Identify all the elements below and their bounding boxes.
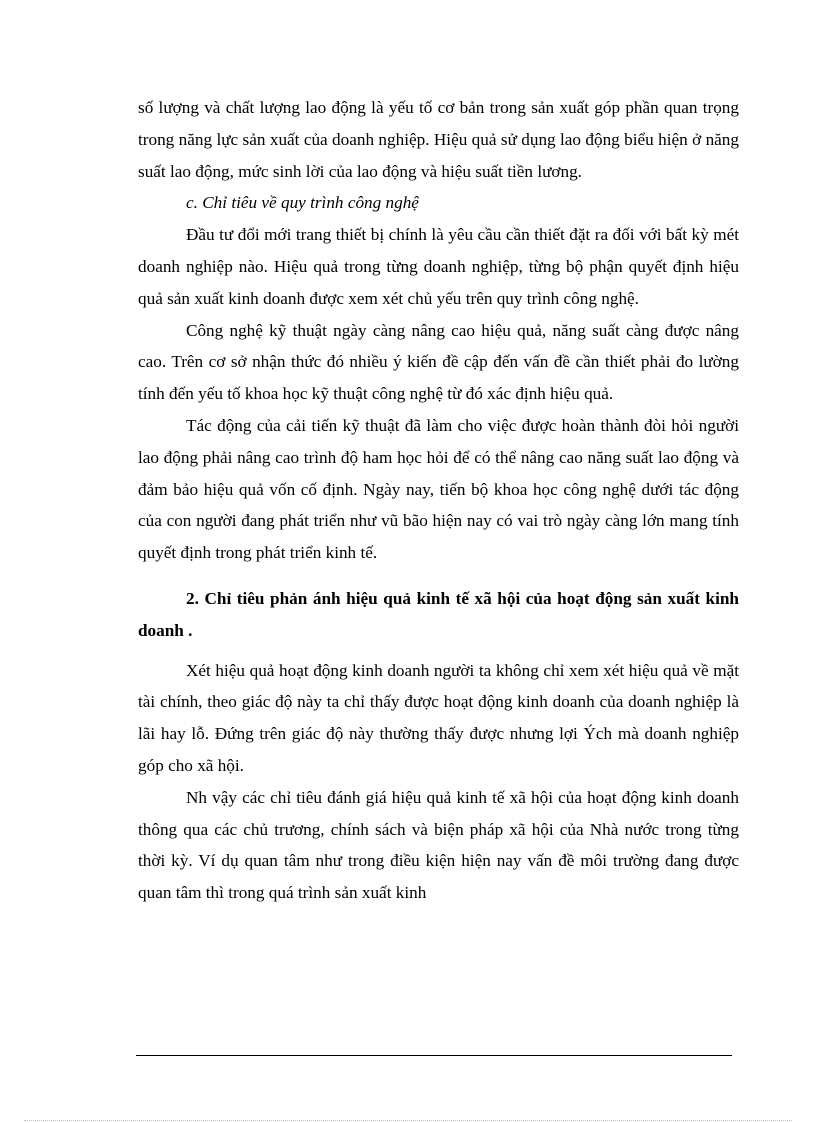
paragraph-business-efficiency: Xét hiệu quả hoạt động kinh doanh người ta không chỉ xem xét hiệu quả về mặt tài chính, theo giác độ này ta chỉ thấy được hoạt động kinh doanh của doanh nghiệp là lãi hay lỗ. Đứng trên giác độ này thường thấy được nhưng lợi Ých mà doanh nghiệp góp cho xã hội.: [138, 660, 739, 775]
page-content: [138, 92, 739, 909]
paragraph-socioeconomic-indicators: Nh vậy các chỉ tiêu đánh giá hiệu quả kinh tế xã hội của hoạt động kinh doanh thông qua các chủ trương, chính sách và biện pháp xã hội của Nhà nước trong từng thời kỳ. Ví dụ quan tâm như trong điều kiện hiện nay vấn đề môi trường đang được quan tâm thì trong quá trình sản xuất kinh: [138, 787, 739, 903]
paragraph-equipment-investment: Đầu tư đổi mới trang thiết bị chính là yêu cầu cần thiết đặt ra đối với bất kỳ mét doanh nghiệp nào. Hiệu quả trong từng doanh nghiệp, từng bộ phận quyết định hiệu quả sản xuất kinh doanh được xem xét chủ yếu trên quy trình công nghệ.: [138, 225, 739, 308]
subheading-technology-process: c. Chỉ tiêu về quy trình công nghệ: [186, 193, 419, 213]
paragraph-technology-efficiency: Công nghệ kỹ thuật ngày càng nâng cao hiệu quả, năng suất càng được nâng cao. Trên cơ sở nhận thức đó nhiều ý kiến đề cập đến vấn đề cần thiết phải đo lường tính đến yếu tố khoa học kỹ thuật công nghệ từ đó xác định hiệu quả.: [138, 320, 739, 404]
section-heading-socioeconomic: 2. Chỉ tiêu phản ánh hiệu quả kinh tế xã hội của hoạt động sản xuất kinh doanh .: [138, 588, 739, 640]
paragraph-labor-quality: số lượng và chất lượng lao động là yếu tố cơ bản trong sản xuất góp phần quan trọng trong năng lực sản xuất của doanh nghiệp. Hiệu quả sử dụng lao động biểu hiện ở năng suất lao động, mức sinh lời của lao động và hiệu suất tiền lương.: [138, 98, 739, 181]
paragraph-technical-improvement: Tác động của cải tiến kỹ thuật đã làm cho việc được hoàn thành đòi hỏi người lao động phải nâng cao trình độ ham học hỏi để có thể nâng cao năng suất lao động và đảm bảo hiệu quả vốn cố định. Ngày nay, tiến bộ khoa học công nghệ dưới tác động của con người đang phát triển như vũ bão hiện nay có vai trò ngày càng lớn mang tính quyết định trong phát triển kinh tế.: [138, 415, 739, 563]
page-bottom-edge: [24, 1120, 792, 1121]
footer-divider: [136, 1055, 732, 1056]
